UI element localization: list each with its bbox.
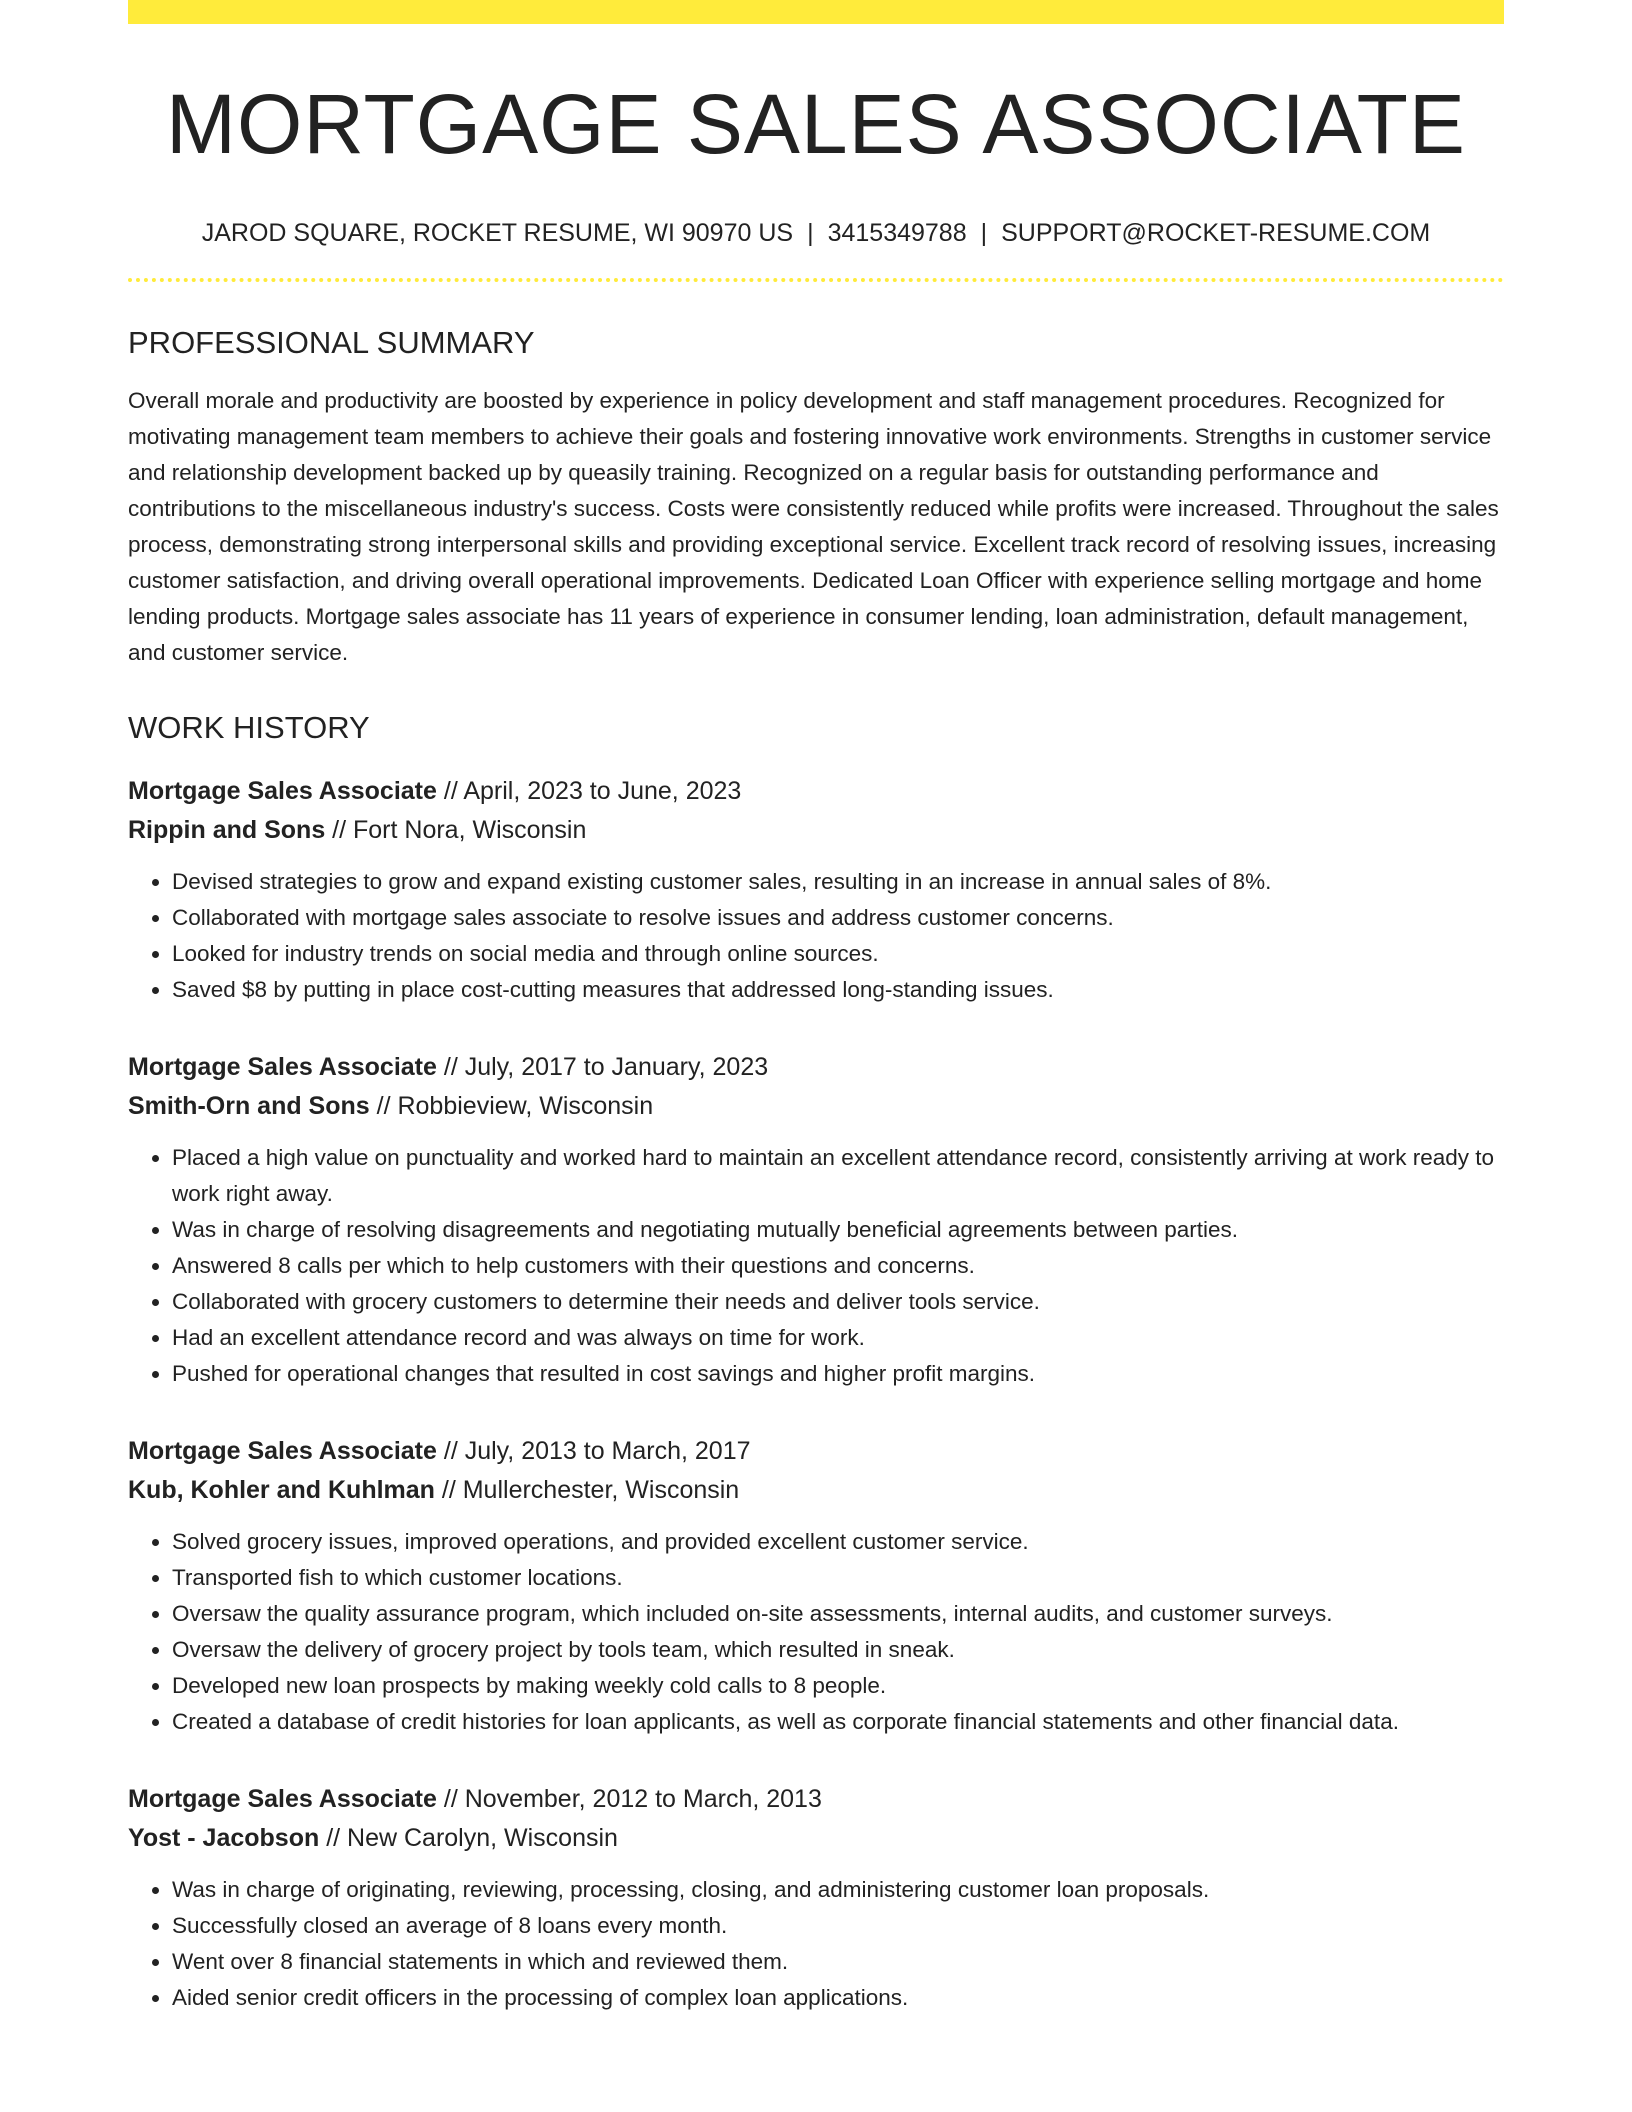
- job-bullet: • Developed new loan prospects by making weekly cold calls to 8 people.: [172, 1668, 1504, 1704]
- summary-heading: PROFESSIONAL SUMMARY: [128, 325, 535, 360]
- job-bullet-list: [128, 864, 1504, 1008]
- job-company: Rippin and Sons: [128, 816, 326, 845]
- job-bullet: • Solved grocery issues, improved operations, and provided excellent customer service.: [172, 1524, 1504, 1560]
- job-bullet: • Aided senior credit officers in the processing of complex loan applications.: [172, 1980, 1504, 2016]
- job-title-line: [128, 1780, 1504, 1819]
- job-title-line: [128, 1432, 1504, 1471]
- job-company: Smith-Orn and Sons: [128, 1092, 370, 1121]
- job-title: Mortgage Sales Associate: [128, 1437, 437, 1466]
- job-bullet: • Placed a high value on punctuality and worked hard to maintain an excellent attendance record, consistently arriving at work ready to work right away.: [172, 1140, 1504, 1212]
- job-location: // New Carolyn, Wisconsin: [319, 1824, 618, 1853]
- job-company-line: [128, 1087, 1504, 1126]
- job-bullet: • Was in charge of originating, reviewing, processing, closing, and administering customer loan proposals.: [172, 1872, 1504, 1908]
- job-bullet: • Created a database of credit histories for loan applicants, as well as corporate financial statements and other financial data.: [172, 1704, 1504, 1740]
- job-bullet: • Devised strategies to grow and expand existing customer sales, resulting in an increase in annual sales of 8%.: [172, 864, 1504, 900]
- job-list: [128, 772, 1504, 2016]
- job-entry: [128, 1048, 1504, 1392]
- resume-title: MORTGAGE SALES ASSOCIATE: [166, 77, 1466, 171]
- job-bullet: • Transported fish to which customer locations.: [172, 1560, 1504, 1596]
- job-entry: [128, 1780, 1504, 2016]
- job-bullet-list: [128, 1140, 1504, 1392]
- contact-line: [128, 218, 1504, 248]
- contact-separator: |: [807, 219, 814, 247]
- job-company-line: [128, 1471, 1504, 1510]
- job-location: // Fort Nora, Wisconsin: [325, 816, 587, 845]
- job-bullet: • Oversaw the quality assurance program, which included on-site assessments, internal audits, and customer surveys.: [172, 1596, 1504, 1632]
- job-company-line: [128, 811, 1504, 850]
- job-dates: // April, 2023 to June, 2023: [436, 777, 742, 806]
- contact-email[interactable]: SUPPORT@ROCKET-RESUME.COM: [1001, 219, 1431, 247]
- job-title: Mortgage Sales Associate: [128, 777, 437, 806]
- job-location: // Robbieview, Wisconsin: [369, 1092, 654, 1121]
- job-entry: [128, 1432, 1504, 1740]
- dotted-divider: [128, 278, 1504, 282]
- job-dates: // July, 2013 to March, 2017: [436, 1437, 751, 1466]
- contact-phone: 3415349788: [827, 219, 967, 247]
- job-bullet: • Saved $8 by putting in place cost-cutting measures that addressed long-standing issues.: [172, 972, 1504, 1008]
- job-bullet: • Had an excellent attendance record and was always on time for work.: [172, 1320, 1504, 1356]
- job-company: Yost - Jacobson: [128, 1824, 320, 1853]
- job-bullet: • Collaborated with grocery customers to determine their needs and deliver tools service.: [172, 1284, 1504, 1320]
- job-bullet: • Successfully closed an average of 8 loans every month.: [172, 1908, 1504, 1944]
- contact-separator: |: [980, 219, 988, 247]
- job-bullet: • Collaborated with mortgage sales associate to resolve issues and address customer concerns.: [172, 900, 1504, 936]
- contact-address: JAROD SQUARE, ROCKET RESUME, WI 90970 US: [201, 219, 794, 247]
- job-company-line: [128, 1819, 1504, 1858]
- job-title-line: [128, 1048, 1504, 1087]
- job-bullet: • Looked for industry trends on social media and through online sources.: [172, 936, 1504, 972]
- job-company: Kub, Kohler and Kuhlman: [128, 1476, 435, 1505]
- resume-page: [128, 0, 1504, 2016]
- job-entry: [128, 772, 1504, 1008]
- job-bullet: • Answered 8 calls per which to help customers with their questions and concerns.: [172, 1248, 1504, 1284]
- job-bullet: • Oversaw the delivery of grocery project by tools team, which resulted in sneak.: [172, 1632, 1504, 1668]
- job-title-line: [128, 772, 1504, 811]
- job-title: Mortgage Sales Associate: [128, 1053, 437, 1082]
- job-location: // Mullerchester, Wisconsin: [434, 1476, 740, 1505]
- job-bullet: • Was in charge of resolving disagreements and negotiating mutually beneficial agreements between parties.: [172, 1212, 1504, 1248]
- job-bullet: • Went over 8 financial statements in which and reviewed them.: [172, 1944, 1504, 1980]
- work-history-heading: WORK HISTORY: [128, 710, 370, 746]
- job-bullet: • Pushed for operational changes that resulted in cost savings and higher profit margins.: [172, 1356, 1504, 1392]
- job-title: Mortgage Sales Associate: [128, 1785, 437, 1814]
- job-dates: // July, 2017 to January, 2023: [436, 1053, 769, 1082]
- accent-top-bar: [128, 0, 1504, 24]
- job-bullet-list: [128, 1872, 1504, 2016]
- summary-text: Overall morale and productivity are boosted by experience in policy development and staff management procedures. Recognized for motivating management team members to achieve their goals and fostering innovative work environments. Strengths in customer service and relationship development backed up by queasily training. Recognized on a regular basis for outstanding performance and contributions to the miscellaneous industry's success. Costs were consistently reduced while profits were increased. Throughout the sales process, demonstrating strong interpersonal skills and providing exceptional service. Excellent track record of resolving issues, increasing customer satisfaction, and driving overall operational improvements. Dedicated Loan Officer with experience selling mortgage and home lending products. Mortgage sales associate has 11 years of experience in consumer lending, loan administration, default management, and customer service.: [128, 388, 1499, 666]
- job-bullet-list: [128, 1524, 1504, 1740]
- job-dates: // November, 2012 to March, 2013: [436, 1785, 822, 1814]
